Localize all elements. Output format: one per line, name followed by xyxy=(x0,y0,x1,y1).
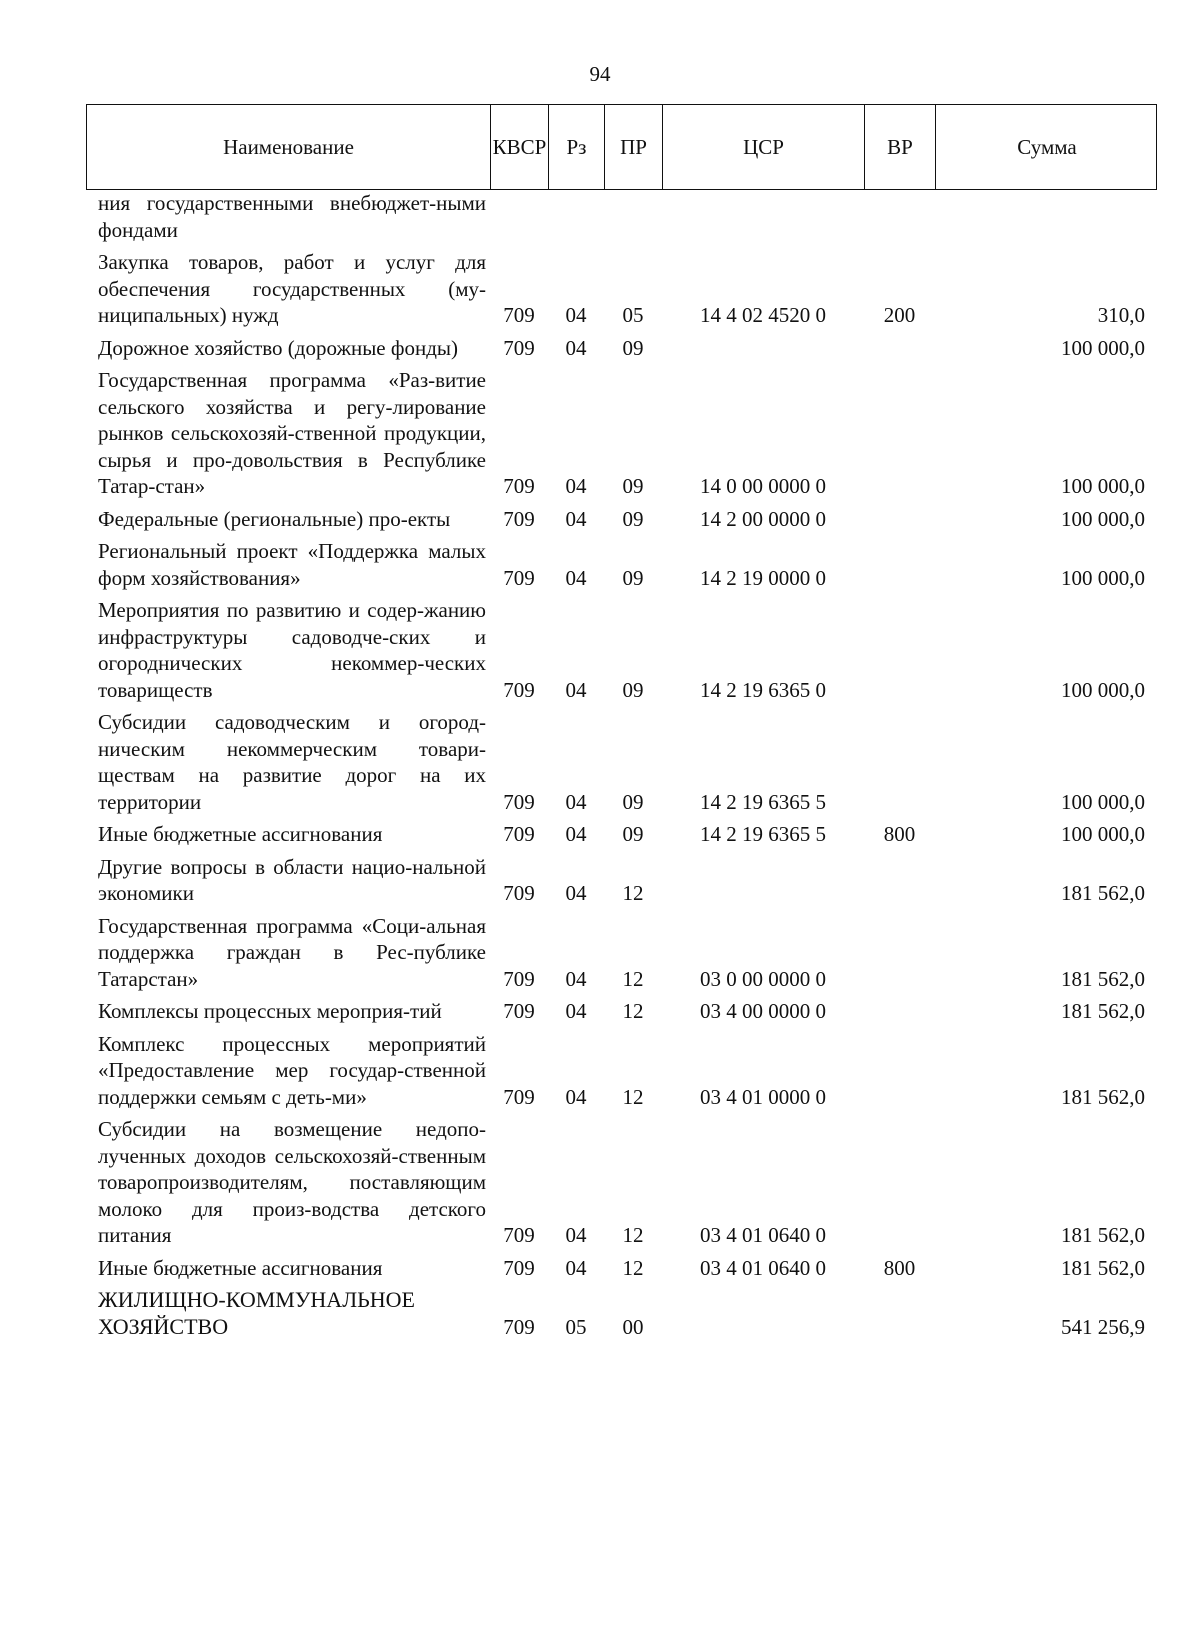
row-kvsr: 709 xyxy=(503,303,535,327)
row-rz: 04 xyxy=(565,881,587,905)
row-csr: 03 4 01 0640 0 xyxy=(700,1255,826,1280)
row-pr: 09 xyxy=(622,335,644,360)
header-sum: Сумма xyxy=(1017,134,1077,159)
header-csr: ЦСР xyxy=(663,105,865,189)
row-pr: 09 xyxy=(622,822,644,846)
row-csr: 14 2 19 0000 0 xyxy=(700,565,826,590)
row-csr: 14 2 19 6365 0 xyxy=(700,677,826,702)
header-pr: ПР xyxy=(605,105,663,189)
table-row xyxy=(86,367,1157,500)
row-rz: 04 xyxy=(565,474,587,498)
table-row xyxy=(86,190,1157,243)
row-name: Федеральные (региональные) про-екты xyxy=(98,506,451,531)
row-pr: 12 xyxy=(622,999,644,1023)
row-pr: 09 xyxy=(622,506,644,531)
row-kvsr: 709 xyxy=(503,1084,535,1109)
table-body xyxy=(86,190,1157,1340)
row-rz: 04 xyxy=(565,506,587,531)
table-row xyxy=(86,821,1157,848)
row-name: Иные бюджетные ассигнования xyxy=(98,1255,383,1280)
row-vr: 200 xyxy=(883,303,916,327)
table-row xyxy=(86,1116,1157,1249)
row-name: ЖИЛИЩНО-КОММУНАЛЬНОЕ ХОЗЯЙСТВО xyxy=(98,1287,415,1339)
row-name: Мероприятия по развитию и содер-жанию инфраструктуры садоводче-ских и огороднических некоммер-ческих товариществ xyxy=(98,598,486,702)
row-sum: 181 562,0 xyxy=(1061,966,1145,991)
row-pr: 00 xyxy=(622,1314,644,1339)
row-rz: 04 xyxy=(565,822,587,846)
budget-table xyxy=(86,104,1157,1346)
table-row xyxy=(86,506,1157,533)
row-pr: 12 xyxy=(622,1084,644,1109)
row-pr: 09 xyxy=(622,565,644,590)
table-row xyxy=(86,1031,1157,1111)
row-rz: 05 xyxy=(565,1314,587,1339)
row-rz: 04 xyxy=(565,999,587,1023)
table-row xyxy=(86,335,1157,362)
row-kvsr: 709 xyxy=(503,1255,535,1280)
row-sum: 100 000,0 xyxy=(1061,677,1145,702)
row-rz: 04 xyxy=(565,1223,587,1247)
row-sum: 100 000,0 xyxy=(1061,335,1145,360)
table-row xyxy=(86,709,1157,815)
row-kvsr: 709 xyxy=(503,999,535,1023)
row-rz: 04 xyxy=(565,966,587,991)
row-csr: 14 0 00 0000 0 xyxy=(700,474,826,498)
row-csr: 03 4 00 0000 0 xyxy=(700,999,826,1023)
table-row xyxy=(86,538,1157,591)
row-sum: 181 562,0 xyxy=(1061,999,1145,1023)
row-rz: 04 xyxy=(565,789,587,814)
row-csr: 03 4 01 0000 0 xyxy=(700,1084,826,1109)
row-pr: 05 xyxy=(622,303,644,327)
row-csr: 14 4 02 4520 0 xyxy=(700,303,826,327)
row-vr: 800 xyxy=(883,1255,916,1280)
row-name: Субсидии на возмещение недопо-лученных доходов сельскохозяй-ственным товаропроизводителям, поставляющим молоко для произ-водства детского питания xyxy=(98,1117,486,1247)
row-name: Субсидии садоводческим и огород-ническим некоммерческим товари-ществам на развитие дорог на их территории xyxy=(98,710,486,814)
row-pr: 09 xyxy=(622,789,644,814)
row-csr: 03 0 00 0000 0 xyxy=(700,966,826,991)
row-sum: 100 000,0 xyxy=(1061,474,1145,498)
row-csr: 14 2 19 6365 5 xyxy=(700,789,826,814)
row-rz: 04 xyxy=(565,303,587,327)
row-sum: 541 256,9 xyxy=(1061,1314,1145,1339)
row-pr: 12 xyxy=(622,1255,644,1280)
row-name: Региональный проект «Поддержка малых форм хозяйствования» xyxy=(98,539,486,590)
row-name: Другие вопросы в области нацио-нальной экономики xyxy=(98,854,486,905)
row-pr: 12 xyxy=(622,966,644,991)
row-name: ния государственными внебюджет-ными фондами xyxy=(98,191,486,242)
row-kvsr: 709 xyxy=(503,881,535,905)
row-csr: 14 2 19 6365 5 xyxy=(700,822,826,846)
row-name: Комплекс процессных мероприятий «Предоставление мер государ-ственной поддержки семьям с деть-ми» xyxy=(98,1031,486,1109)
row-sum: 100 000,0 xyxy=(1061,565,1145,590)
table-row xyxy=(86,998,1157,1025)
row-sum: 100 000,0 xyxy=(1061,789,1145,814)
table-row xyxy=(86,249,1157,329)
table-row xyxy=(86,913,1157,993)
table-row xyxy=(86,1287,1157,1340)
page-number: 94 xyxy=(589,62,611,86)
row-pr: 12 xyxy=(622,881,644,905)
header-name: Наименование xyxy=(87,105,491,189)
table-row xyxy=(86,854,1157,907)
row-sum: 181 562,0 xyxy=(1061,1084,1145,1109)
row-kvsr: 709 xyxy=(503,1314,535,1339)
row-rz: 04 xyxy=(565,1084,587,1109)
row-name: Иные бюджетные ассигнования xyxy=(98,822,383,846)
header-vr: ВР xyxy=(865,105,936,189)
row-rz: 04 xyxy=(565,335,587,360)
row-sum: 100 000,0 xyxy=(1061,822,1145,846)
row-name: Комплексы процессных мероприя-тий xyxy=(98,999,442,1023)
row-kvsr: 709 xyxy=(503,1223,535,1247)
row-name: Государственная программа «Соци-альная поддержка граждан в Рес-публике Татарстан» xyxy=(98,913,486,991)
row-kvsr: 709 xyxy=(503,789,535,814)
row-kvsr: 709 xyxy=(503,677,535,702)
row-rz: 04 xyxy=(565,677,587,702)
header-kvsr: КВСР xyxy=(491,105,549,189)
row-vr: 800 xyxy=(883,822,916,846)
row-pr: 12 xyxy=(622,1223,644,1247)
row-sum: 310,0 xyxy=(1097,303,1145,327)
row-kvsr: 709 xyxy=(503,966,535,991)
table-header xyxy=(86,104,1157,190)
table-row xyxy=(86,597,1157,703)
row-kvsr: 709 xyxy=(503,506,535,531)
row-kvsr: 709 xyxy=(503,565,535,590)
row-sum: 100 000,0 xyxy=(1061,506,1145,531)
row-rz: 04 xyxy=(565,565,587,590)
row-name: Дорожное хозяйство (дорожные фонды) xyxy=(98,335,459,360)
table-row xyxy=(86,1255,1157,1282)
row-name: Закупка товаров, работ и услуг для обеспечения государственных (му-ниципальных) нужд xyxy=(98,250,486,327)
row-sum: 181 562,0 xyxy=(1061,1223,1145,1247)
row-csr: 14 2 00 0000 0 xyxy=(700,506,826,531)
row-sum: 181 562,0 xyxy=(1061,881,1145,905)
row-pr: 09 xyxy=(622,474,644,498)
row-csr: 03 4 01 0640 0 xyxy=(700,1223,826,1247)
row-pr: 09 xyxy=(622,677,644,702)
row-kvsr: 709 xyxy=(503,335,535,360)
row-kvsr: 709 xyxy=(503,474,535,498)
row-rz: 04 xyxy=(565,1255,587,1280)
row-name: Государственная программа «Раз-витие сельского хозяйства и регу-лирование рынков сельскохозяй-ственной продукции, сырья и про-довольствия в Республике Татар-стан» xyxy=(98,368,486,498)
header-rz: Рз xyxy=(549,105,605,189)
row-kvsr: 709 xyxy=(503,822,535,846)
row-sum: 181 562,0 xyxy=(1061,1255,1145,1280)
